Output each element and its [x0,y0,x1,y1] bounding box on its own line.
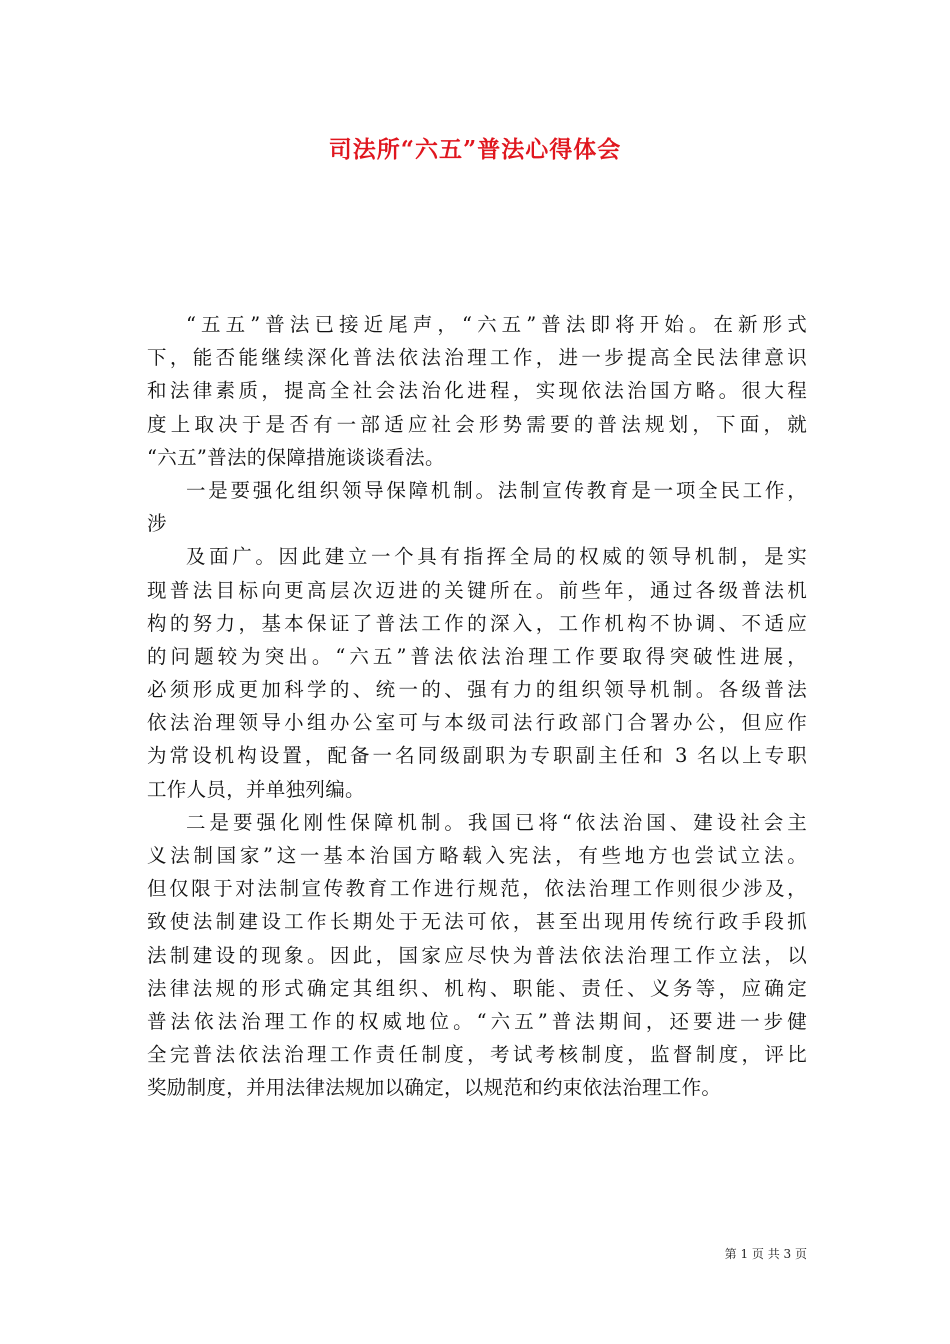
page-number-footer: 第 1 页 共 3 页 [724,1247,807,1261]
text-line: “六五”普法的保障措施谈谈看法。 [147,445,445,469]
text-line: “五五”普法已接近尾声，“六五”普法即将开始。在新形式 [186,313,807,336]
document-body [147,308,807,1105]
text-line: 法制建设的现象。因此，国家应尽快为普法依法治理工作立法，以 [147,943,807,967]
text-line: 涉 [147,512,167,536]
text-line: 工作人员，并单独列编。 [147,777,365,801]
text-line: 和法律素质，提高全社会法治化进程，实现依法治国方略。很大程 [147,379,807,403]
text-line: 及面广。因此建立一个具有指挥全局的权威的领导机制，是实 [186,545,807,569]
text-line: 度上取决于是否有一部适应社会形势需要的普法规划，下面，就 [147,412,807,436]
text-line: 依法治理领导小组办公室可与本级司法行政部门合署办公，但应作 [147,711,807,735]
text-line: 现普法目标向更高层次迈进的关键所在。前些年，通过各级普法机 [147,578,807,602]
text-line: 下，能否能继续深化普法依法治理工作，进一步提高全民法律意识 [147,346,807,370]
text-line: 一是要强化组织领导保障机制。法制宣传教育是一项全民工作， [186,478,807,502]
text-line: 必须形成更加科学的、统一的、强有力的组织领导机制。各级普法 [147,678,807,702]
text-line: 奖励制度，并用法律法规加以确定，以规范和约束依法治理工作。 [147,1076,722,1100]
text-line: 法律法规的形式确定其组织、机构、职能、责任、义务等，应确定 [147,976,807,1000]
text-line: 构的努力，基本保证了普法工作的深入，工作机构不协调、不适应 [147,611,807,635]
paragraph [147,540,807,806]
text-line: 全完普法依法治理工作责任制度，考试考核制度，监督制度，评比 [147,1043,807,1067]
text-line: 为常设机构设置，配备一名同级副职为专职副主任和 3 名以上专职 [147,744,807,768]
text-line: 致使法制建设工作长期处于无法可依，甚至出现用传统行政手段抓 [147,910,807,934]
paragraph [147,806,807,1105]
paragraph [147,308,807,474]
text-line: 普法依法治理工作的权威地位。“六五”普法期间，还要进一步健 [147,1009,807,1033]
paragraph [147,474,807,540]
text-line: 的问题较为突出。“六五”普法依法治理工作要取得突破性进展， [147,644,807,668]
text-line: 义法制国家”这一基本治国方略载入宪法，有些地方也尝试立法。 [147,844,807,867]
document-title: 司法所“六五”普法心得体会 [328,136,622,163]
text-line: 二是要强化刚性保障机制。我国已将“依法治国、建设社会主 [186,810,807,834]
text-line: 但仅限于对法制宣传教育工作进行规范，依法治理工作则很少涉及， [147,877,807,901]
